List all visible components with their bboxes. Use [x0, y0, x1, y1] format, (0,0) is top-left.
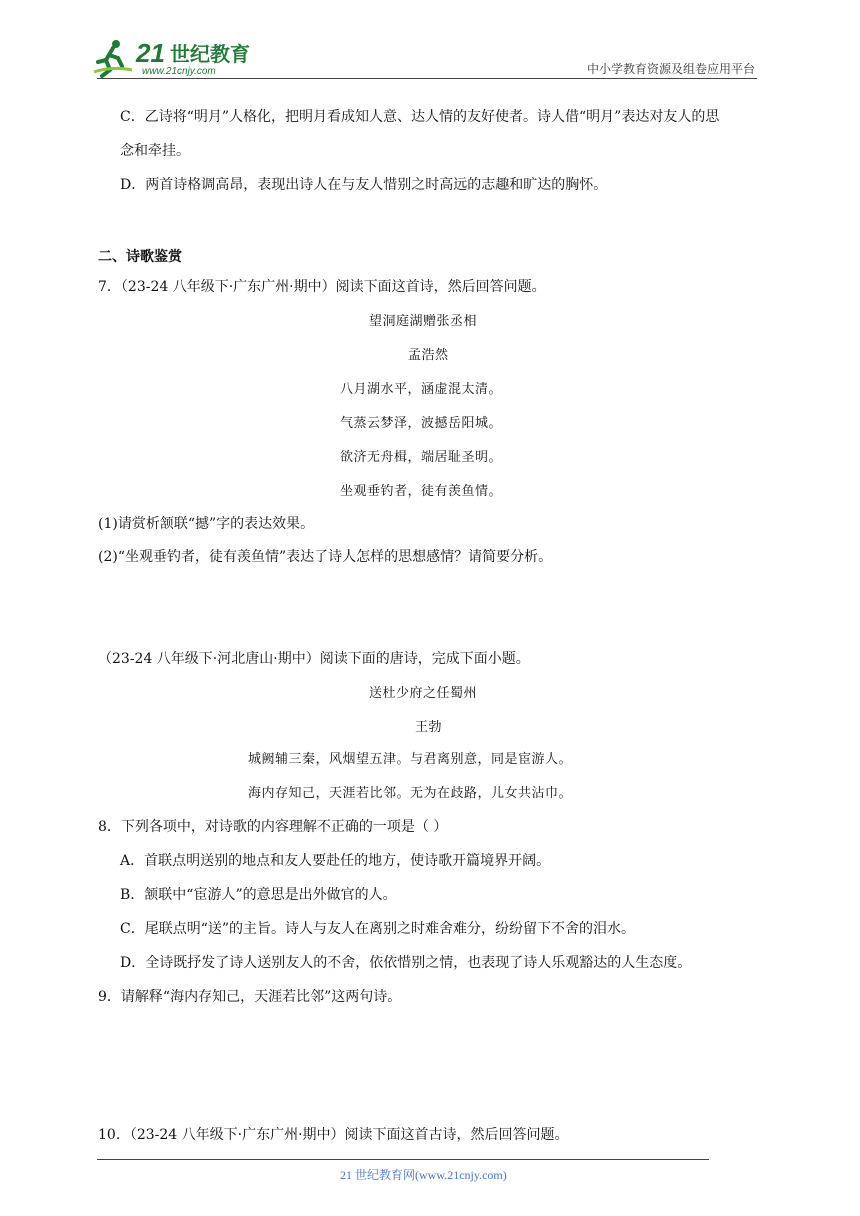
q8-option-d: D．全诗既抒发了诗人送别友人的不舍，依依惜别之情，也表现了诗人乐观豁达的人生态度。 — [120, 955, 692, 971]
footer-divider — [97, 1159, 709, 1160]
q7-poem-line: 气蒸云梦泽，波撼岳阳城。 — [340, 416, 503, 431]
q7-poem-line: 坐观垂钓者，徒有羡鱼情。 — [340, 484, 503, 499]
header-divider — [97, 78, 757, 79]
platform-name: 中小学教育资源及组卷应用平台 — [586, 62, 755, 76]
q8-9-poem-line: 海内存知己，天涯若比邻。无为在歧路，儿女共沾巾。 — [248, 786, 573, 801]
q7-subquestion-2: (2)“坐观垂钓者，徒有羡鱼情”表达了诗人怎样的思想感情？请简要分析。 — [98, 549, 553, 565]
q7-poem-title: 望洞庭湖赠张丞相 — [369, 314, 478, 329]
q9-stem: 9．请解释“海内存知己，天涯若比邻”这两句诗。 — [98, 989, 402, 1005]
site-logo — [92, 36, 272, 80]
q8-stem: 8．下列各项中，对诗歌的内容理解不正确的一项是（ ） — [98, 819, 448, 835]
runner-icon — [94, 40, 132, 76]
q10-stem: 10．（23-24 八年级下·广东广州·期中）阅读下面这首古诗，然后回答问题。 — [98, 1127, 569, 1143]
q8-option-a: A．首联点明送别的地点和友人要赴任的地方，使诗歌开篇境界开阔。 — [120, 853, 551, 869]
section-title: 二、诗歌鉴赏 — [98, 249, 182, 265]
logo-url: www.21cnjy.com — [142, 66, 216, 77]
q8-9-intro: （23-24 八年级下·河北唐山·期中）阅读下面的唐诗，完成下面小题。 — [98, 651, 530, 667]
q7-subquestion-1: (1)请赏析颔联“撼”字的表达效果。 — [98, 516, 315, 532]
q6-option-c-line2: 念和牵挂。 — [120, 143, 190, 159]
q6-option-d: D．两首诗格调高昂，表现出诗人在与友人惜别之时高远的志趣和旷达的胸怀。 — [120, 177, 608, 193]
q8-9-poem-author: 王勃 — [415, 720, 443, 735]
logo-text: 世纪教育 — [170, 42, 250, 66]
q7-poem-line: 欲济无舟楫，端居耻圣明。 — [340, 450, 503, 465]
q8-9-poem-title: 送杜少府之任蜀州 — [369, 686, 478, 701]
q6-option-c-line1: C．乙诗将“明月”人格化，把明月看成知人意、达人情的友好使者。诗人借“明月”表达对友人的思 — [120, 109, 720, 125]
logo-number: 21 — [136, 38, 165, 68]
q8-option-b: B．颔联中“宦游人”的意思是出外做官的人。 — [120, 887, 397, 903]
q8-option-c: C．尾联点明“送”的主旨。诗人与友人在离别之时难舍难分，纷纷留下不舍的泪水。 — [120, 921, 636, 937]
q7-poem-author: 孟浩然 — [408, 348, 449, 363]
q7-poem-line: 八月湖水平，涵虚混太清。 — [340, 382, 503, 397]
q7-stem: 7．（23-24 八年级下·广东广州·期中）阅读下面这首诗，然后回答问题。 — [98, 279, 546, 295]
q8-9-poem-line: 城阙辅三秦，风烟望五津。与君离别意，同是宦游人。 — [248, 752, 573, 767]
footer-link[interactable]: 21 世纪教育网(www.21cnjy.com) — [340, 1168, 507, 1182]
